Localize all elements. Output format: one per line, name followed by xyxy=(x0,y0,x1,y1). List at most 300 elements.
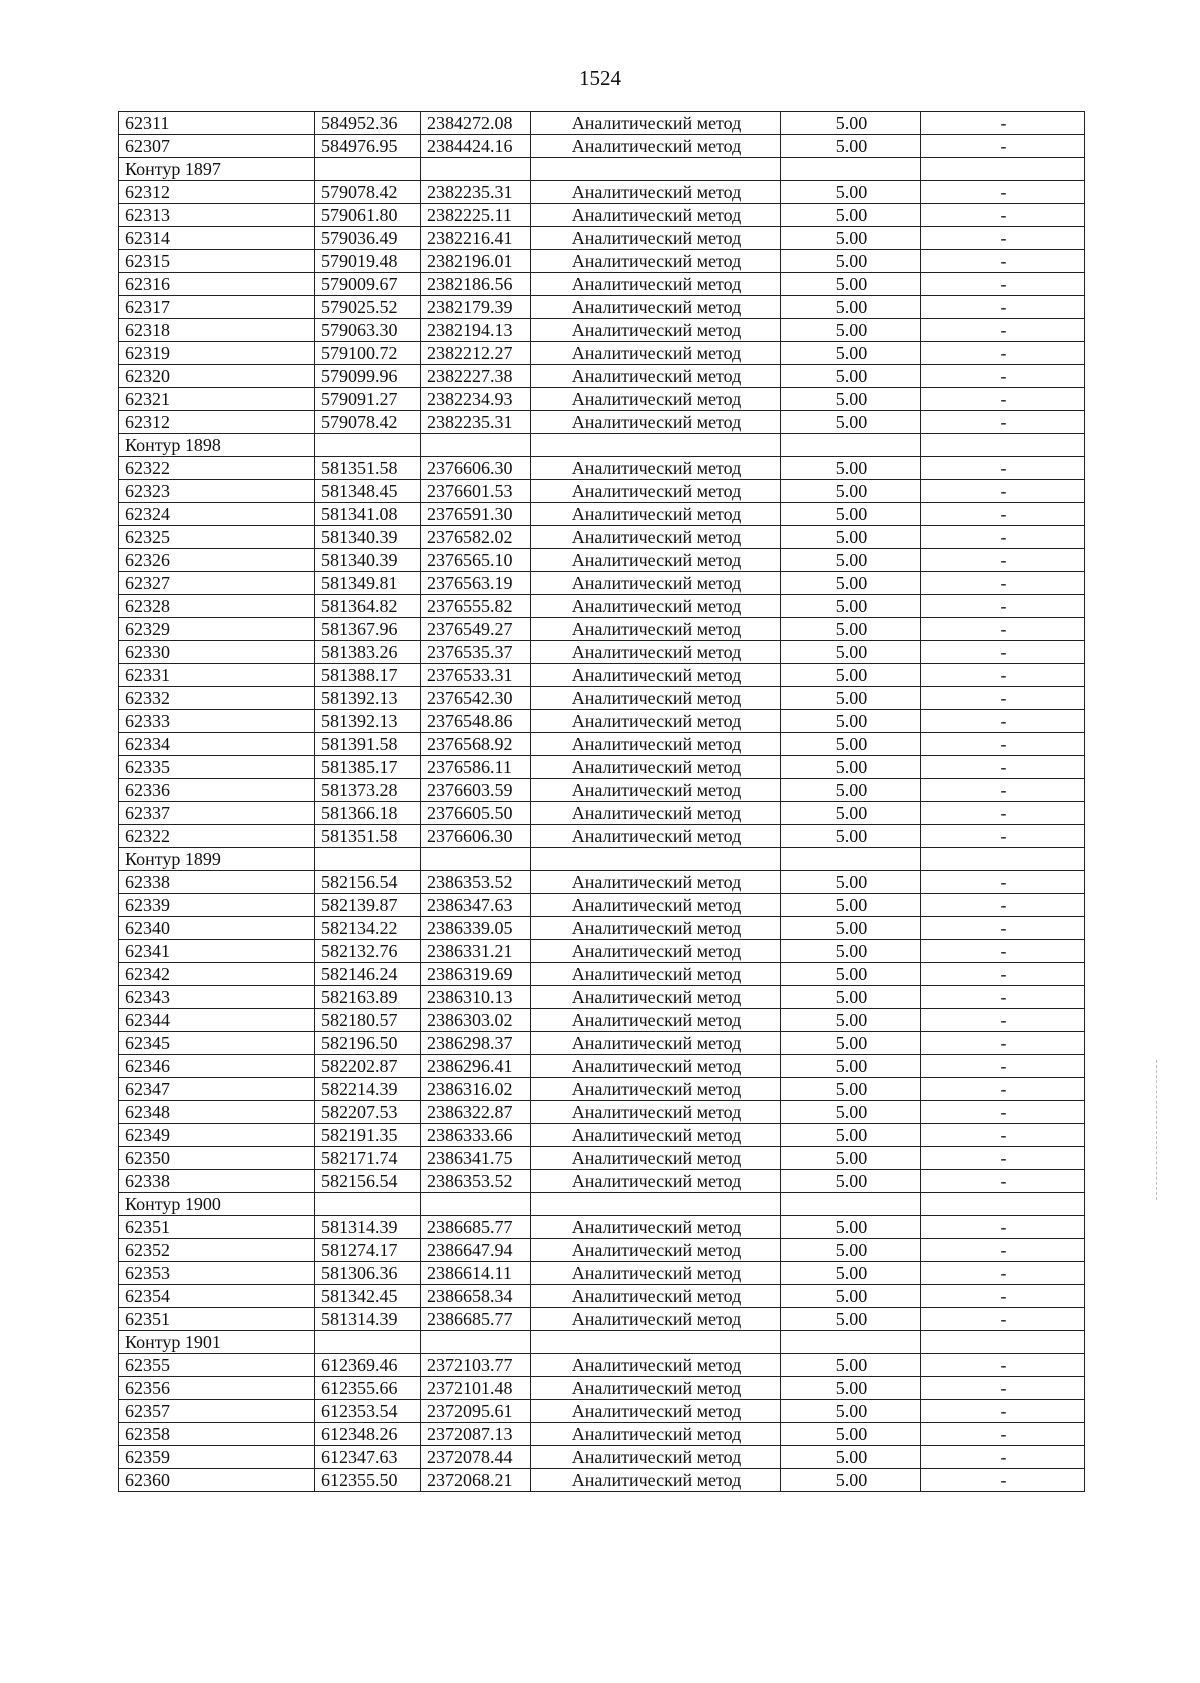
method-cell: Аналитический метод xyxy=(531,1078,781,1101)
note-cell: - xyxy=(921,894,1085,917)
error-cell: 5.00 xyxy=(781,1009,921,1032)
point-id: 62338 xyxy=(119,871,315,894)
error-cell: 5.00 xyxy=(781,733,921,756)
point-id: 62315 xyxy=(119,250,315,273)
note-cell: - xyxy=(921,1055,1085,1078)
point-id: 62347 xyxy=(119,1078,315,1101)
point-id: 62341 xyxy=(119,940,315,963)
note-cell: - xyxy=(921,1446,1085,1469)
point-id: 62345 xyxy=(119,1032,315,1055)
empty-cell xyxy=(921,434,1085,457)
table-row xyxy=(119,1124,1085,1147)
error-cell: 5.00 xyxy=(781,825,921,848)
y-coordinate: 2372087.13 xyxy=(421,1423,531,1446)
x-coordinate: 582214.39 xyxy=(315,1078,421,1101)
point-id: 62349 xyxy=(119,1124,315,1147)
point-id: 62353 xyxy=(119,1262,315,1285)
note-cell: - xyxy=(921,296,1085,319)
note-cell: - xyxy=(921,871,1085,894)
x-coordinate: 579061.80 xyxy=(315,204,421,227)
empty-cell xyxy=(315,1193,421,1216)
point-id: 62322 xyxy=(119,457,315,480)
table-row xyxy=(119,135,1085,158)
method-cell: Аналитический метод xyxy=(531,273,781,296)
y-coordinate: 2384272.08 xyxy=(421,112,531,135)
x-coordinate: 579009.67 xyxy=(315,273,421,296)
point-id: 62355 xyxy=(119,1354,315,1377)
y-coordinate: 2376548.86 xyxy=(421,710,531,733)
table-row xyxy=(119,779,1085,802)
error-cell: 5.00 xyxy=(781,1377,921,1400)
table-row xyxy=(119,457,1085,480)
table-row xyxy=(119,365,1085,388)
x-coordinate: 582132.76 xyxy=(315,940,421,963)
point-id: 62358 xyxy=(119,1423,315,1446)
x-coordinate: 581392.13 xyxy=(315,687,421,710)
x-coordinate: 581340.39 xyxy=(315,526,421,549)
method-cell: Аналитический метод xyxy=(531,1147,781,1170)
table-row xyxy=(119,986,1085,1009)
x-coordinate: 612369.46 xyxy=(315,1354,421,1377)
table-row xyxy=(119,618,1085,641)
y-coordinate: 2372101.48 xyxy=(421,1377,531,1400)
scan-margin-marks xyxy=(1156,1060,1158,1200)
point-id: 62312 xyxy=(119,181,315,204)
coordinates-table-body xyxy=(119,112,1085,1492)
x-coordinate: 579078.42 xyxy=(315,181,421,204)
y-coordinate: 2386647.94 xyxy=(421,1239,531,1262)
table-row xyxy=(119,940,1085,963)
table-row xyxy=(119,1308,1085,1331)
point-id: 62316 xyxy=(119,273,315,296)
error-cell: 5.00 xyxy=(781,1308,921,1331)
method-cell: Аналитический метод xyxy=(531,940,781,963)
method-cell: Аналитический метод xyxy=(531,618,781,641)
table-row xyxy=(119,204,1085,227)
contour-header-row xyxy=(119,158,1085,181)
table-row xyxy=(119,595,1085,618)
error-cell: 5.00 xyxy=(781,549,921,572)
method-cell: Аналитический метод xyxy=(531,1423,781,1446)
table-row xyxy=(119,227,1085,250)
x-coordinate: 579078.42 xyxy=(315,411,421,434)
x-coordinate: 582202.87 xyxy=(315,1055,421,1078)
method-cell: Аналитический метод xyxy=(531,342,781,365)
table-row xyxy=(119,1216,1085,1239)
note-cell: - xyxy=(921,411,1085,434)
table-row xyxy=(119,1101,1085,1124)
error-cell: 5.00 xyxy=(781,227,921,250)
point-id: 62351 xyxy=(119,1308,315,1331)
method-cell: Аналитический метод xyxy=(531,917,781,940)
note-cell: - xyxy=(921,1170,1085,1193)
point-id: 62351 xyxy=(119,1216,315,1239)
method-cell: Аналитический метод xyxy=(531,503,781,526)
table-row xyxy=(119,1423,1085,1446)
x-coordinate: 581392.13 xyxy=(315,710,421,733)
note-cell: - xyxy=(921,825,1085,848)
x-coordinate: 582156.54 xyxy=(315,1170,421,1193)
note-cell: - xyxy=(921,549,1085,572)
table-row xyxy=(119,1469,1085,1492)
y-coordinate: 2386316.02 xyxy=(421,1078,531,1101)
note-cell: - xyxy=(921,112,1085,135)
point-id: 62317 xyxy=(119,296,315,319)
error-cell: 5.00 xyxy=(781,480,921,503)
y-coordinate: 2372078.44 xyxy=(421,1446,531,1469)
y-coordinate: 2382216.41 xyxy=(421,227,531,250)
y-coordinate: 2376555.82 xyxy=(421,595,531,618)
note-cell: - xyxy=(921,664,1085,687)
table-row xyxy=(119,112,1085,135)
empty-cell xyxy=(421,1193,531,1216)
table-row xyxy=(119,1147,1085,1170)
y-coordinate: 2382227.38 xyxy=(421,365,531,388)
y-coordinate: 2386685.77 xyxy=(421,1308,531,1331)
point-id: 62357 xyxy=(119,1400,315,1423)
point-id: 62352 xyxy=(119,1239,315,1262)
y-coordinate: 2376533.31 xyxy=(421,664,531,687)
x-coordinate: 582156.54 xyxy=(315,871,421,894)
note-cell: - xyxy=(921,135,1085,158)
error-cell: 5.00 xyxy=(781,1216,921,1239)
point-id: 62329 xyxy=(119,618,315,641)
point-id: 62343 xyxy=(119,986,315,1009)
x-coordinate: 579063.30 xyxy=(315,319,421,342)
point-id: 62360 xyxy=(119,1469,315,1492)
error-cell: 5.00 xyxy=(781,1147,921,1170)
note-cell: - xyxy=(921,756,1085,779)
method-cell: Аналитический метод xyxy=(531,825,781,848)
error-cell: 5.00 xyxy=(781,963,921,986)
x-coordinate: 612355.66 xyxy=(315,1377,421,1400)
method-cell: Аналитический метод xyxy=(531,1400,781,1423)
note-cell: - xyxy=(921,457,1085,480)
method-cell: Аналитический метод xyxy=(531,871,781,894)
method-cell: Аналитический метод xyxy=(531,963,781,986)
point-id: 62336 xyxy=(119,779,315,802)
point-id: 62338 xyxy=(119,1170,315,1193)
empty-cell xyxy=(781,848,921,871)
empty-cell xyxy=(421,848,531,871)
note-cell: - xyxy=(921,1423,1085,1446)
point-id: 62348 xyxy=(119,1101,315,1124)
x-coordinate: 581306.36 xyxy=(315,1262,421,1285)
empty-cell xyxy=(315,848,421,871)
error-cell: 5.00 xyxy=(781,526,921,549)
point-id: 62332 xyxy=(119,687,315,710)
note-cell: - xyxy=(921,802,1085,825)
method-cell: Аналитический метод xyxy=(531,296,781,319)
x-coordinate: 581391.58 xyxy=(315,733,421,756)
note-cell: - xyxy=(921,1216,1085,1239)
note-cell: - xyxy=(921,1078,1085,1101)
y-coordinate: 2386322.87 xyxy=(421,1101,531,1124)
note-cell: - xyxy=(921,687,1085,710)
note-cell: - xyxy=(921,1377,1085,1400)
method-cell: Аналитический метод xyxy=(531,112,781,135)
y-coordinate: 2386685.77 xyxy=(421,1216,531,1239)
method-cell: Аналитический метод xyxy=(531,1055,781,1078)
y-coordinate: 2384424.16 xyxy=(421,135,531,158)
error-cell: 5.00 xyxy=(781,1354,921,1377)
note-cell: - xyxy=(921,526,1085,549)
y-coordinate: 2376542.30 xyxy=(421,687,531,710)
point-id: 62340 xyxy=(119,917,315,940)
note-cell: - xyxy=(921,641,1085,664)
x-coordinate: 582207.53 xyxy=(315,1101,421,1124)
note-cell: - xyxy=(921,181,1085,204)
point-id: 62318 xyxy=(119,319,315,342)
table-row xyxy=(119,1055,1085,1078)
x-coordinate: 579100.72 xyxy=(315,342,421,365)
y-coordinate: 2386658.34 xyxy=(421,1285,531,1308)
y-coordinate: 2386353.52 xyxy=(421,1170,531,1193)
note-cell: - xyxy=(921,1469,1085,1492)
error-cell: 5.00 xyxy=(781,135,921,158)
table-row xyxy=(119,296,1085,319)
error-cell: 5.00 xyxy=(781,503,921,526)
error-cell: 5.00 xyxy=(781,1262,921,1285)
point-id: 62335 xyxy=(119,756,315,779)
error-cell: 5.00 xyxy=(781,1285,921,1308)
note-cell: - xyxy=(921,319,1085,342)
table-row xyxy=(119,1285,1085,1308)
error-cell: 5.00 xyxy=(781,1423,921,1446)
y-coordinate: 2382235.31 xyxy=(421,181,531,204)
method-cell: Аналитический метод xyxy=(531,802,781,825)
method-cell: Аналитический метод xyxy=(531,1285,781,1308)
note-cell: - xyxy=(921,572,1085,595)
table-row xyxy=(119,1009,1085,1032)
point-id: 62356 xyxy=(119,1377,315,1400)
table-row xyxy=(119,1400,1085,1423)
x-coordinate: 582163.89 xyxy=(315,986,421,1009)
error-cell: 5.00 xyxy=(781,250,921,273)
empty-cell xyxy=(531,1331,781,1354)
page-number: 1524 xyxy=(579,66,621,90)
x-coordinate: 612347.63 xyxy=(315,1446,421,1469)
note-cell: - xyxy=(921,1124,1085,1147)
point-id: 62330 xyxy=(119,641,315,664)
method-cell: Аналитический метод xyxy=(531,894,781,917)
point-id: 62326 xyxy=(119,549,315,572)
y-coordinate: 2376603.59 xyxy=(421,779,531,802)
point-id: 62307 xyxy=(119,135,315,158)
error-cell: 5.00 xyxy=(781,319,921,342)
method-cell: Аналитический метод xyxy=(531,1354,781,1377)
y-coordinate: 2372103.77 xyxy=(421,1354,531,1377)
table-row xyxy=(119,388,1085,411)
x-coordinate: 582146.24 xyxy=(315,963,421,986)
note-cell: - xyxy=(921,1400,1085,1423)
method-cell: Аналитический метод xyxy=(531,1216,781,1239)
error-cell: 5.00 xyxy=(781,1446,921,1469)
x-coordinate: 579019.48 xyxy=(315,250,421,273)
error-cell: 5.00 xyxy=(781,112,921,135)
point-id: 62312 xyxy=(119,411,315,434)
note-cell: - xyxy=(921,342,1085,365)
x-coordinate: 582196.50 xyxy=(315,1032,421,1055)
point-id: 62327 xyxy=(119,572,315,595)
table-row xyxy=(119,181,1085,204)
x-coordinate: 579025.52 xyxy=(315,296,421,319)
table-row xyxy=(119,342,1085,365)
x-coordinate: 581351.58 xyxy=(315,825,421,848)
contour-label: Контур 1897 xyxy=(119,158,315,181)
x-coordinate: 581364.82 xyxy=(315,595,421,618)
error-cell: 5.00 xyxy=(781,296,921,319)
empty-cell xyxy=(421,434,531,457)
error-cell: 5.00 xyxy=(781,1055,921,1078)
table-row xyxy=(119,733,1085,756)
x-coordinate: 612355.50 xyxy=(315,1469,421,1492)
method-cell: Аналитический метод xyxy=(531,365,781,388)
note-cell: - xyxy=(921,963,1085,986)
note-cell: - xyxy=(921,204,1085,227)
method-cell: Аналитический метод xyxy=(531,1308,781,1331)
empty-cell xyxy=(421,158,531,181)
method-cell: Аналитический метод xyxy=(531,526,781,549)
table-row xyxy=(119,526,1085,549)
point-id: 62324 xyxy=(119,503,315,526)
method-cell: Аналитический метод xyxy=(531,1032,781,1055)
x-coordinate: 581383.26 xyxy=(315,641,421,664)
table-row xyxy=(119,894,1085,917)
error-cell: 5.00 xyxy=(781,1078,921,1101)
table-row xyxy=(119,572,1085,595)
y-coordinate: 2376605.50 xyxy=(421,802,531,825)
x-coordinate: 582180.57 xyxy=(315,1009,421,1032)
table-row xyxy=(119,1446,1085,1469)
point-id: 62342 xyxy=(119,963,315,986)
method-cell: Аналитический метод xyxy=(531,572,781,595)
note-cell: - xyxy=(921,595,1085,618)
table-row xyxy=(119,1354,1085,1377)
error-cell: 5.00 xyxy=(781,802,921,825)
method-cell: Аналитический метод xyxy=(531,457,781,480)
method-cell: Аналитический метод xyxy=(531,1262,781,1285)
y-coordinate: 2382179.39 xyxy=(421,296,531,319)
point-id: 62331 xyxy=(119,664,315,687)
y-coordinate: 2382194.13 xyxy=(421,319,531,342)
y-coordinate: 2386339.05 xyxy=(421,917,531,940)
method-cell: Аналитический метод xyxy=(531,733,781,756)
table-row xyxy=(119,1078,1085,1101)
note-cell: - xyxy=(921,250,1085,273)
note-cell: - xyxy=(921,1354,1085,1377)
table-row xyxy=(119,480,1085,503)
point-id: 62320 xyxy=(119,365,315,388)
note-cell: - xyxy=(921,388,1085,411)
method-cell: Аналитический метод xyxy=(531,1377,781,1400)
y-coordinate: 2376563.19 xyxy=(421,572,531,595)
error-cell: 5.00 xyxy=(781,457,921,480)
point-id: 62313 xyxy=(119,204,315,227)
empty-cell xyxy=(921,158,1085,181)
x-coordinate: 581274.17 xyxy=(315,1239,421,1262)
error-cell: 5.00 xyxy=(781,756,921,779)
y-coordinate: 2386614.11 xyxy=(421,1262,531,1285)
note-cell: - xyxy=(921,1101,1085,1124)
x-coordinate: 581349.81 xyxy=(315,572,421,595)
error-cell: 5.00 xyxy=(781,204,921,227)
note-cell: - xyxy=(921,1032,1085,1055)
error-cell: 5.00 xyxy=(781,388,921,411)
error-cell: 5.00 xyxy=(781,710,921,733)
x-coordinate: 612353.54 xyxy=(315,1400,421,1423)
method-cell: Аналитический метод xyxy=(531,1101,781,1124)
x-coordinate: 582134.22 xyxy=(315,917,421,940)
y-coordinate: 2386353.52 xyxy=(421,871,531,894)
point-id: 62334 xyxy=(119,733,315,756)
contour-label: Контур 1899 xyxy=(119,848,315,871)
method-cell: Аналитический метод xyxy=(531,1170,781,1193)
table-row xyxy=(119,825,1085,848)
empty-cell xyxy=(315,1331,421,1354)
point-id: 62339 xyxy=(119,894,315,917)
error-cell: 5.00 xyxy=(781,687,921,710)
note-cell: - xyxy=(921,710,1085,733)
method-cell: Аналитический метод xyxy=(531,710,781,733)
y-coordinate: 2376549.27 xyxy=(421,618,531,641)
y-coordinate: 2382186.56 xyxy=(421,273,531,296)
method-cell: Аналитический метод xyxy=(531,1239,781,1262)
method-cell: Аналитический метод xyxy=(531,250,781,273)
error-cell: 5.00 xyxy=(781,1101,921,1124)
x-coordinate: 581314.39 xyxy=(315,1216,421,1239)
table-row xyxy=(119,664,1085,687)
x-coordinate: 581340.39 xyxy=(315,549,421,572)
x-coordinate: 612348.26 xyxy=(315,1423,421,1446)
error-cell: 5.00 xyxy=(781,641,921,664)
error-cell: 5.00 xyxy=(781,1469,921,1492)
note-cell: - xyxy=(921,917,1085,940)
x-coordinate: 582139.87 xyxy=(315,894,421,917)
y-coordinate: 2386331.21 xyxy=(421,940,531,963)
empty-cell xyxy=(531,158,781,181)
y-coordinate: 2376591.30 xyxy=(421,503,531,526)
note-cell: - xyxy=(921,227,1085,250)
table-row xyxy=(119,756,1085,779)
y-coordinate: 2382196.01 xyxy=(421,250,531,273)
note-cell: - xyxy=(921,480,1085,503)
y-coordinate: 2382235.31 xyxy=(421,411,531,434)
method-cell: Аналитический метод xyxy=(531,1124,781,1147)
error-cell: 5.00 xyxy=(781,572,921,595)
note-cell: - xyxy=(921,365,1085,388)
error-cell: 5.00 xyxy=(781,664,921,687)
error-cell: 5.00 xyxy=(781,365,921,388)
empty-cell xyxy=(531,848,781,871)
method-cell: Аналитический метод xyxy=(531,135,781,158)
method-cell: Аналитический метод xyxy=(531,756,781,779)
error-cell: 5.00 xyxy=(781,940,921,963)
contour-label: Контур 1900 xyxy=(119,1193,315,1216)
empty-cell xyxy=(921,1331,1085,1354)
method-cell: Аналитический метод xyxy=(531,181,781,204)
table-row xyxy=(119,549,1085,572)
table-row xyxy=(119,802,1085,825)
y-coordinate: 2376586.11 xyxy=(421,756,531,779)
table-row xyxy=(119,687,1085,710)
error-cell: 5.00 xyxy=(781,1400,921,1423)
x-coordinate: 582171.74 xyxy=(315,1147,421,1170)
note-cell: - xyxy=(921,940,1085,963)
x-coordinate: 582191.35 xyxy=(315,1124,421,1147)
empty-cell xyxy=(781,158,921,181)
point-id: 62328 xyxy=(119,595,315,618)
